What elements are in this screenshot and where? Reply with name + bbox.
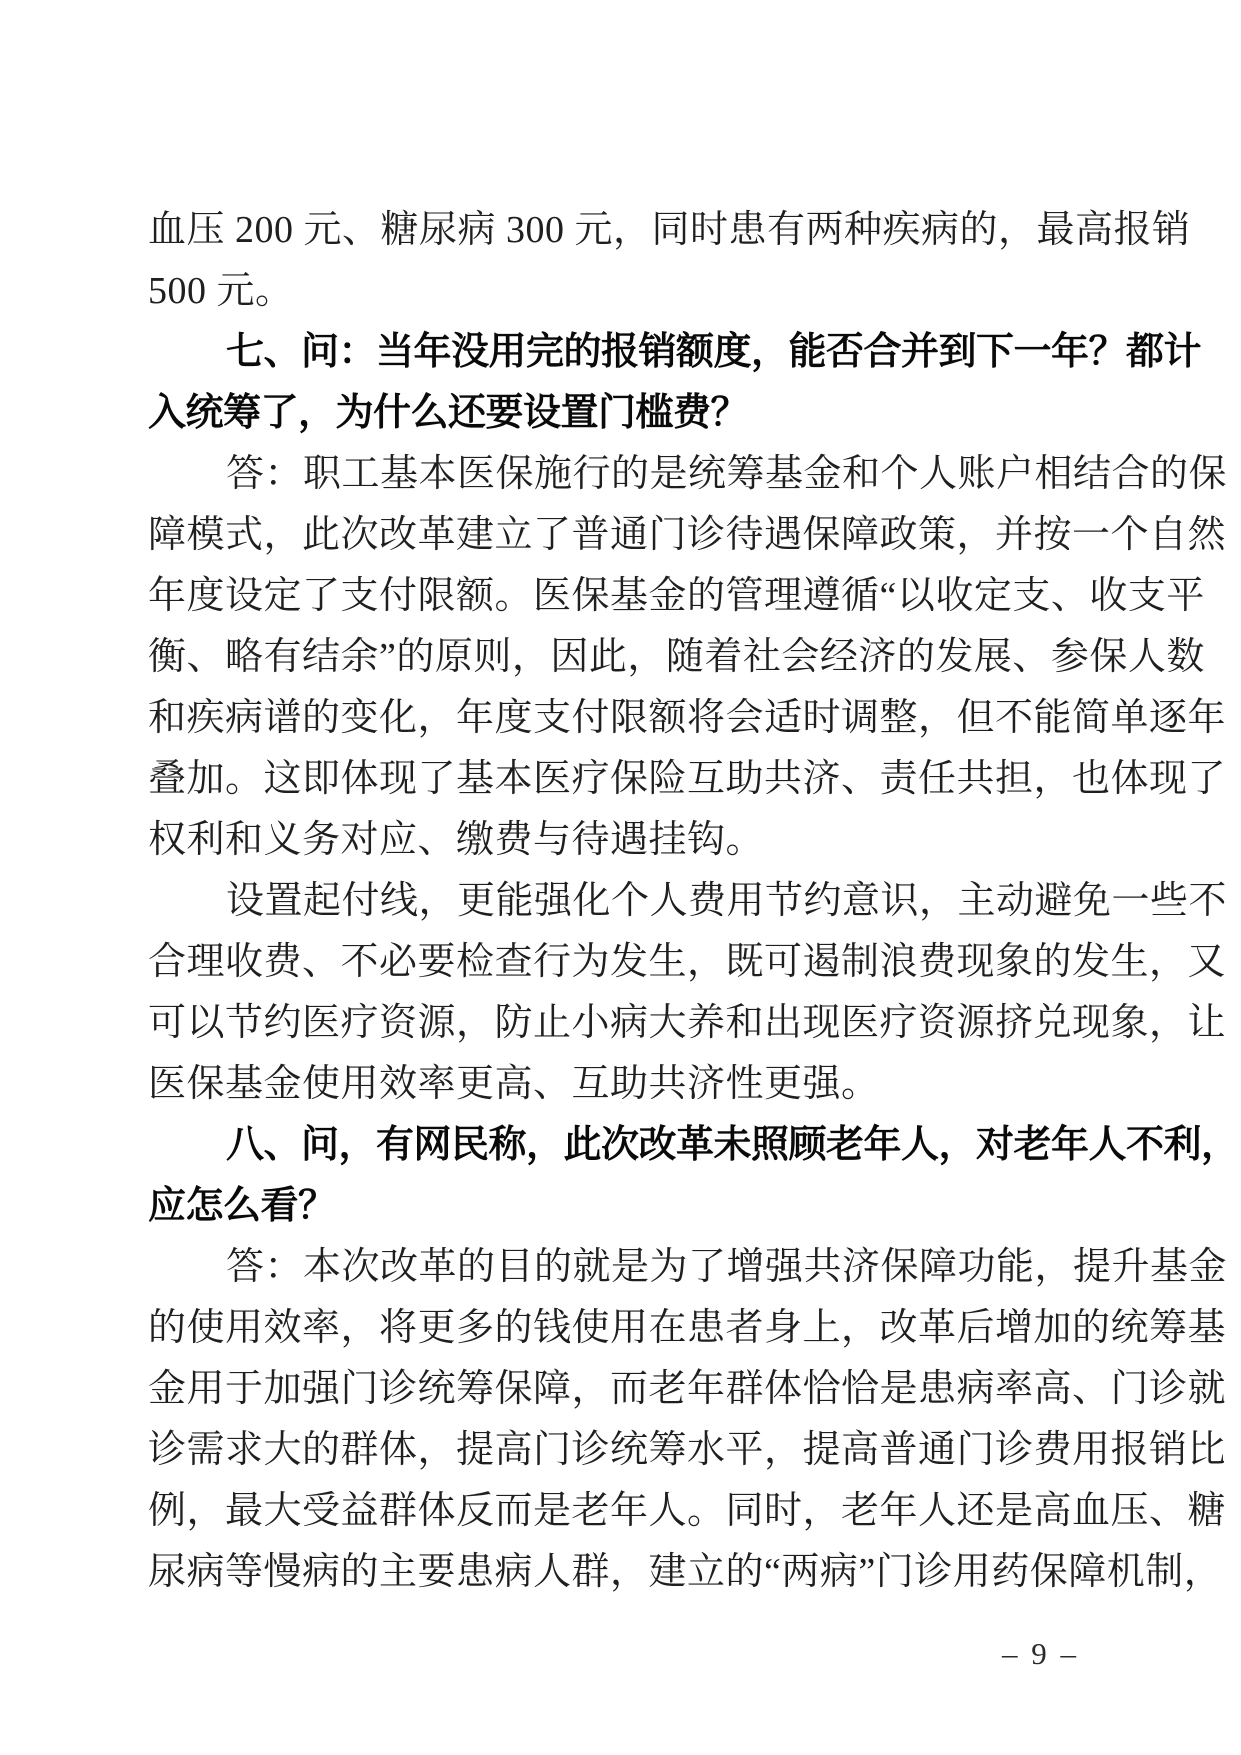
page-number: – 9 –	[1002, 1636, 1079, 1671]
text-line: 七、问：当年没用完的报销额度，能否合并到下一年？都计	[226, 331, 1202, 373]
text-line: 权利和义务对应、缴费与待遇挂钩。	[148, 819, 765, 861]
document-text	[148, 200, 1239, 1603]
text-line: 的使用效率，将更多的钱使用在患者身上，改革后增加的统筹基	[148, 1307, 1227, 1349]
text-line: 答：本次改革的目的就是为了增强共济保障功能，提升基金	[226, 1246, 1228, 1288]
text-line: 尿病等慢病的主要患病人群，建立的“两病”门诊用药保障机制，	[148, 1551, 1223, 1593]
text-line: 年度设定了支付限额。医保基金的管理遵循“以收定支、收支平	[148, 575, 1205, 617]
text-line: 可以节约医疗资源，防止小病大养和出现医疗资源挤兑现象，让	[148, 1002, 1227, 1044]
text-line: 医保基金使用效率更高、互助共济性更强。	[148, 1063, 880, 1105]
text-line: 答：职工基本医保施行的是统筹基金和个人账户相结合的保	[226, 453, 1228, 495]
text-line: 金用于加强门诊统筹保障，而老年群体恰恰是患病率高、门诊就	[148, 1368, 1227, 1410]
text-line: 血压 200 元、糖尿病 300 元，同时患有两种疾病的，最高报销	[148, 209, 1191, 251]
text-line: 设置起付线，更能强化个人费用节约意识，主动避免一些不	[226, 880, 1228, 922]
text-line: 和疾病谱的变化，年度支付限额将会适时调整，但不能简单逐年	[148, 697, 1227, 739]
text-line: 入统筹了，为什么还要设置门槛费？	[148, 392, 749, 434]
text-line: 500 元。	[148, 270, 294, 312]
text-line: 衡、略有结余”的原则，因此，随着社会经济的发展、参保人数	[148, 636, 1205, 678]
text-line: 八、问，有网民称，此次改革未照顾老年人，对老年人不利，	[226, 1124, 1239, 1166]
text-line: 障模式，此次改革建立了普通门诊待遇保障政策，并按一个自然	[148, 514, 1227, 556]
text-line: 叠加。这即体现了基本医疗保险互助共济、责任共担，也体现了	[148, 758, 1227, 800]
text-line: 应怎么看？	[148, 1185, 336, 1227]
text-line: 例，最大受益群体反而是老年人。同时，老年人还是高血压、糖	[148, 1490, 1227, 1532]
text-line: 合理收费、不必要检查行为发生，既可遏制浪费现象的发生，又	[148, 941, 1227, 983]
text-line: 诊需求大的群体，提高门诊统筹水平，提高普通门诊费用报销比	[148, 1429, 1227, 1471]
